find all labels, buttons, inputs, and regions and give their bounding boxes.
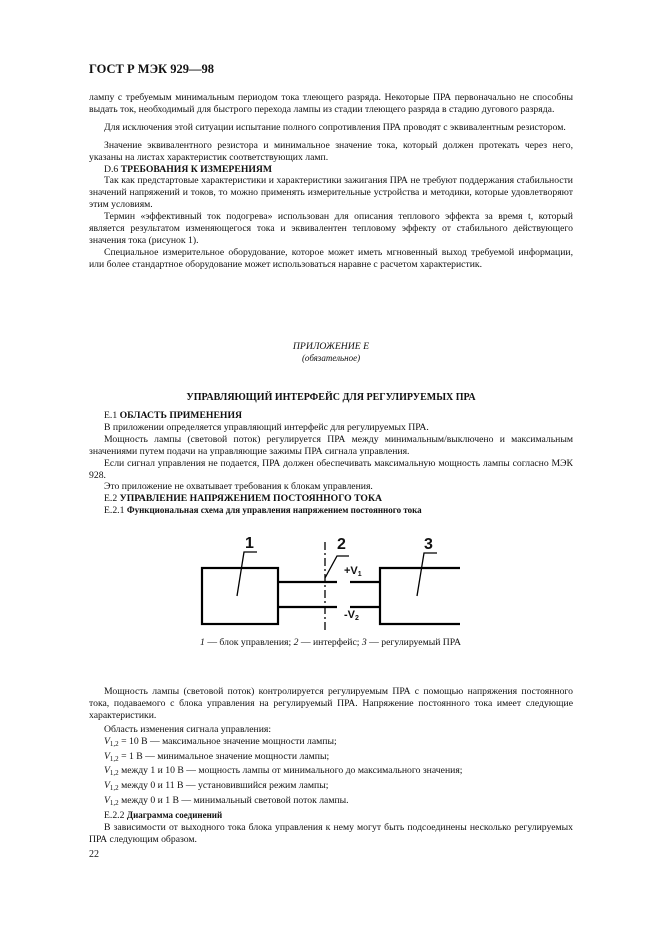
paragraph: В зависимости от выходного тока блока управления к нему могут быть подсоединены несколько регулируемых ПРА следующим образом.: [89, 822, 573, 845]
var: V: [104, 735, 110, 747]
var-sub: 1,2: [109, 784, 119, 793]
section-number: E.2.1: [104, 505, 125, 517]
section-title: УПРАВЛЕНИЕ НАПРЯЖЕНИЕМ ПОСТОЯННОГО ТОКА: [119, 493, 382, 505]
section-number: D.6: [104, 163, 119, 175]
paragraph: В приложении определяется управляющий интерфейс для регулируемых ПРА.: [104, 421, 429, 433]
range-item: [104, 780, 573, 795]
paragraph: Мощность лампы (световой поток) контролируется регулируемым ПРА с помощью напряжения постоянного тока, подаваемого с блока управления на регулируемый ПРА. Напряжение постоянного тока имеет следующие характеристики.: [89, 686, 573, 721]
paragraph: лампу с требуемым минимальным периодом тока тлеющего разряда. Некоторые ПРА первоначально не способны выдать ток, необходимый для быстрого перехода лампы из стадии тлеющего разряда в стадию дугового разряда.: [89, 92, 573, 115]
range-list: [89, 736, 573, 811]
range-item: [104, 765, 573, 780]
figure-caption: [0, 637, 661, 649]
paragraph: Если сигнал управления не подается, ПРА должен обеспечивать максимальную мощность лампы согласно МЭК 928.: [89, 457, 573, 481]
range-text: = 1 В — минимальное значение мощности лампы;: [121, 750, 330, 762]
var: V: [104, 795, 110, 807]
document-header: ГОСТ Р МЭК 929—98: [89, 62, 214, 76]
paragraph: Значение эквивалентного резистора и минимальное значение тока, который должен протекать через него, указаны на листах характеристик соответствующих ламп.: [89, 139, 573, 163]
caption-text: — регулируемый ПРА: [366, 637, 461, 648]
caption-num: 2: [293, 637, 299, 648]
var: V: [104, 780, 110, 792]
diagram-label-1: 1: [245, 535, 254, 552]
var-sub: 1,2: [109, 754, 119, 763]
section-title: Диаграмма соединений: [126, 810, 223, 821]
section-number: E.2: [104, 493, 118, 505]
paragraph: Область изменения сигнала управления:: [104, 723, 272, 735]
paragraph: Специальное измерительное оборудование, которое может иметь мгновенный выход требуемой информации, или более стандартное оборудование может использоваться наравне с расчетом характеристик.: [89, 246, 573, 270]
paragraph: Мощность лампы (световой поток) регулируется ПРА между минимальным/выключено и максимальным значениями путем подачи на управляющие зажимы ПРА сигнала управления.: [89, 433, 573, 457]
appendix-label: ПРИЛОЖЕНИЕ Е: [292, 341, 370, 352]
caption-num: 3: [361, 637, 367, 648]
var: V: [104, 765, 110, 777]
section-number: E.2.2: [104, 810, 125, 822]
section-number: E.1: [104, 410, 118, 421]
caption-num: 1: [200, 637, 205, 648]
section-e2-body: [89, 686, 573, 846]
paragraph: Для исключения этой ситуации испытание полного сопротивления ПРА проводят с эквивалентным резистором.: [104, 121, 566, 133]
diagram-label-3: 3: [424, 536, 433, 553]
range-item: [104, 751, 573, 766]
label-text: -V: [344, 609, 355, 621]
range-text: = 10 В — максимальное значение мощности лампы;: [121, 735, 337, 747]
appendix-status: (обязательное): [301, 352, 361, 363]
label-sub: 2: [355, 615, 359, 622]
range-text: между 0 и 1 В — минимальный световой поток лампы.: [121, 795, 349, 807]
minus-v2-label: [344, 609, 359, 622]
appendix-title: УПРАВЛЯЮЩИЙ ИНТЕРФЕЙС ДЛЯ РЕГУЛИРУЕМЫХ ПРА: [186, 391, 476, 403]
range-item: [104, 736, 573, 751]
section-title: Функциональная схема для управления напряжением постоянного тока: [126, 505, 422, 516]
diagram-label-2: 2: [337, 536, 346, 553]
paragraph: Это приложение не охватывает требования к блокам управления.: [104, 481, 373, 493]
paragraph: Термин «эффективный ток подогрева» использован для описания теплового эффекта за время t, который является результатом изменяющегося тока и эквивалентен тепловому эффекту от стабильного действующего значения тока (рисунок 1).: [89, 211, 573, 246]
section-title: ОБЛАСТЬ ПРИМЕНЕНИЯ: [119, 410, 242, 421]
paragraph: Так как предстартовые характеристики и характеристики зажигания ПРА не требуют поддержания стабильности значений напряжений и токов, то можно применять измерительные устройства и методики, которые удовлетворяют этим условиям.: [89, 175, 573, 211]
var: V: [104, 750, 110, 762]
var-sub: 1,2: [109, 769, 119, 778]
caption-text: — блок управления;: [204, 637, 294, 648]
range-text: между 0 и 11 В — установившийся режим лампы;: [121, 780, 329, 792]
page-number: 22: [89, 849, 99, 860]
var-sub: 1,2: [109, 799, 119, 808]
range-text: между 1 и 10 В — мощность лампы от минимального до максимального значения;: [121, 765, 463, 777]
plus-v1-label: [344, 565, 362, 578]
caption-text: — интерфейс;: [298, 637, 362, 648]
var-sub: 1,2: [109, 739, 119, 748]
label-sub: 1: [357, 571, 362, 578]
section-title: ТРЕБОВАНИЯ К ИЗМЕРЕНИЯМ: [120, 163, 273, 175]
label-text: +V: [344, 565, 358, 577]
range-item: [104, 795, 573, 810]
